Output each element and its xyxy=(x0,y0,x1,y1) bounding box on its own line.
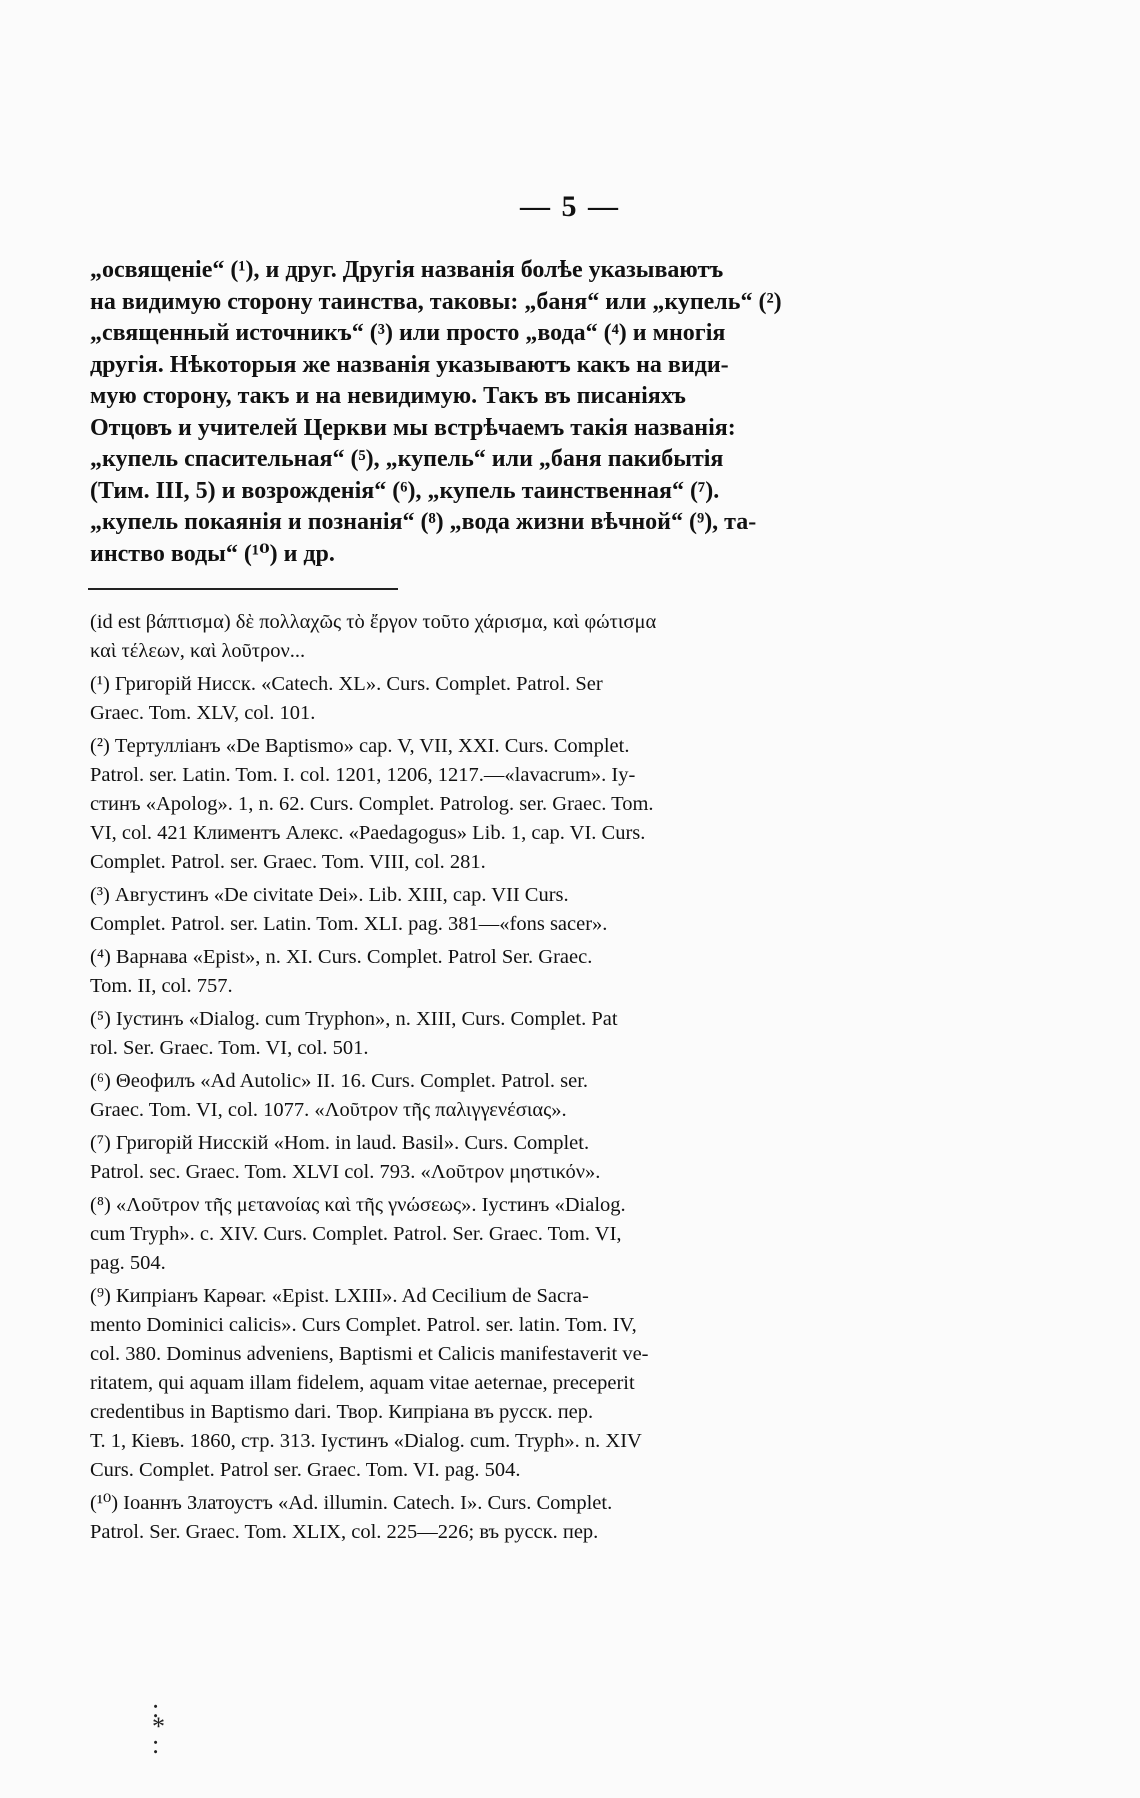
main-paragraph: „освященіе“ (¹), и друг. Другія названія болѣе указываютъ на видимую сторону таинства, таковы: „баня“ или „купель“ (²) „священный источникъ“ (³) или просто „вода“ (⁴) и многія другія. Нѣкоторыя же названія указываютъ какъ на види- мую сторону, такъ и на невидимую. Такъ въ писаніяхъ Отцовъ и учителей Церкви мы встрѣчаемъ такія названія: „купель спасительная“ (⁵), „купель“ или „баня пакибытія (Тим. III, 5) и возрожденія“ (⁶), „купель таинственная“ (⁷). „купель покаянія и познанія“ (⁸) „вода жизни вѣчной“ (⁹), та- инство воды“ (¹⁰) и др. xyxy=(90,257,782,567)
footnote-separator xyxy=(88,588,398,590)
footnote-1: (¹) Григорій Нисск. «Catech. XL». Curs. Complet. Patrol. Ser Graec. Tom. XLV, col. 101. xyxy=(90,673,603,724)
footnote-3: (³) Августинъ «De civitate Dei». Lib. XIII, cap. VII Curs. Complet. Patrol. ser. Latin. Tom. XLI. pag. 381—«fons sacer». xyxy=(90,884,608,935)
page-number: — 5 — xyxy=(520,190,620,223)
footnotes xyxy=(90,608,870,1551)
footnote-6: (⁶) Θеофилъ «Ad Autolic» II. 16. Curs. Complet. Patrol. ser. Graec. Tom. VI, col. 1077. «Λοῦτρον τῆς παλιγγενέσιας». xyxy=(90,1070,589,1121)
margin-specks: : * : xyxy=(152,1694,165,1759)
footnote-5: (⁵) Iустинъ «Dialog. cum Tryphon», n. XIII, Curs. Complet. Pat rol. Ser. Graec. Tom. VI, col. 501. xyxy=(90,1008,618,1059)
footnote-10: (¹⁰) Iоаннъ Златоустъ «Ad. illumin. Catech. I». Curs. Complet. Patrol. Ser. Graec. Tom. XLIX, col. 225—226; въ русск. пер. xyxy=(90,1492,613,1543)
footnote-9: (⁹) Кипріанъ Карѳаг. «Epist. LXIII». Ad Cecilium de Sacra- mento Dominici calicis». Curs Complet. Patrol. ser. latin. Tom. IV, col. 380. Dominus adveniens, Baptismi et Calicis manifestaverit ve- ritatem, qui aquam illam fidelem, aquam vitae aeternae, preceperit credentibus in Baptismo dari. Твор. Кипріана въ русск. пер. Т. 1, Кіевъ. 1860, стр. 313. Iустинъ «Dialog. cum. Tryph». n. XIV Curs. Complet. Patrol ser. Graec. Tom. VI. pag. 504. xyxy=(90,1285,649,1481)
footnote-8: (⁸) «Λοῦτρον τῆς μετανοίας καὶ τῆς γνώσεως». Iустинъ «Dialog. cum Tryph». c. XIV. Curs. Complet. Patrol. Ser. Graec. Tom. VI, pag. 504. xyxy=(90,1194,626,1274)
footnote-4: (⁴) Варнава «Epist», n. XI. Curs. Complet. Patrol Ser. Graec. Tom. II, col. 757. xyxy=(90,946,593,997)
footnote-7: (⁷) Григорій Нисскій «Hom. in laud. Basil». Curs. Complet. Patrol. sec. Graec. Tom. XLVI col. 793. «Λοῦτρον μηστικόν». xyxy=(90,1132,601,1183)
footnote-2: (²) Тертулліанъ «De Baptismo» cap. V, VII, XXI. Curs. Complet. Patrol. ser. Latin. Tom. I. col. 1201, 1206, 1217.—«lavacrum». Iу- стинъ «Apolog». 1, n. 62. Curs. Complet. Patrolog. ser. Graec. Tom. VI, col. 421 Климентъ Алекс. «Paedagogus» Lib. 1, cap. VI. Curs. Complet. Patrol. ser. Graec. Tom. VIII, col. 281. xyxy=(90,735,654,873)
footnote-intro: (id est βάπτισμα) δὲ πολλαχῶς τὸ ἔργον τοῦτο χάρισμα, καὶ φώτισμα καὶ τέλεων, καὶ λοῦτρον... xyxy=(90,611,657,662)
